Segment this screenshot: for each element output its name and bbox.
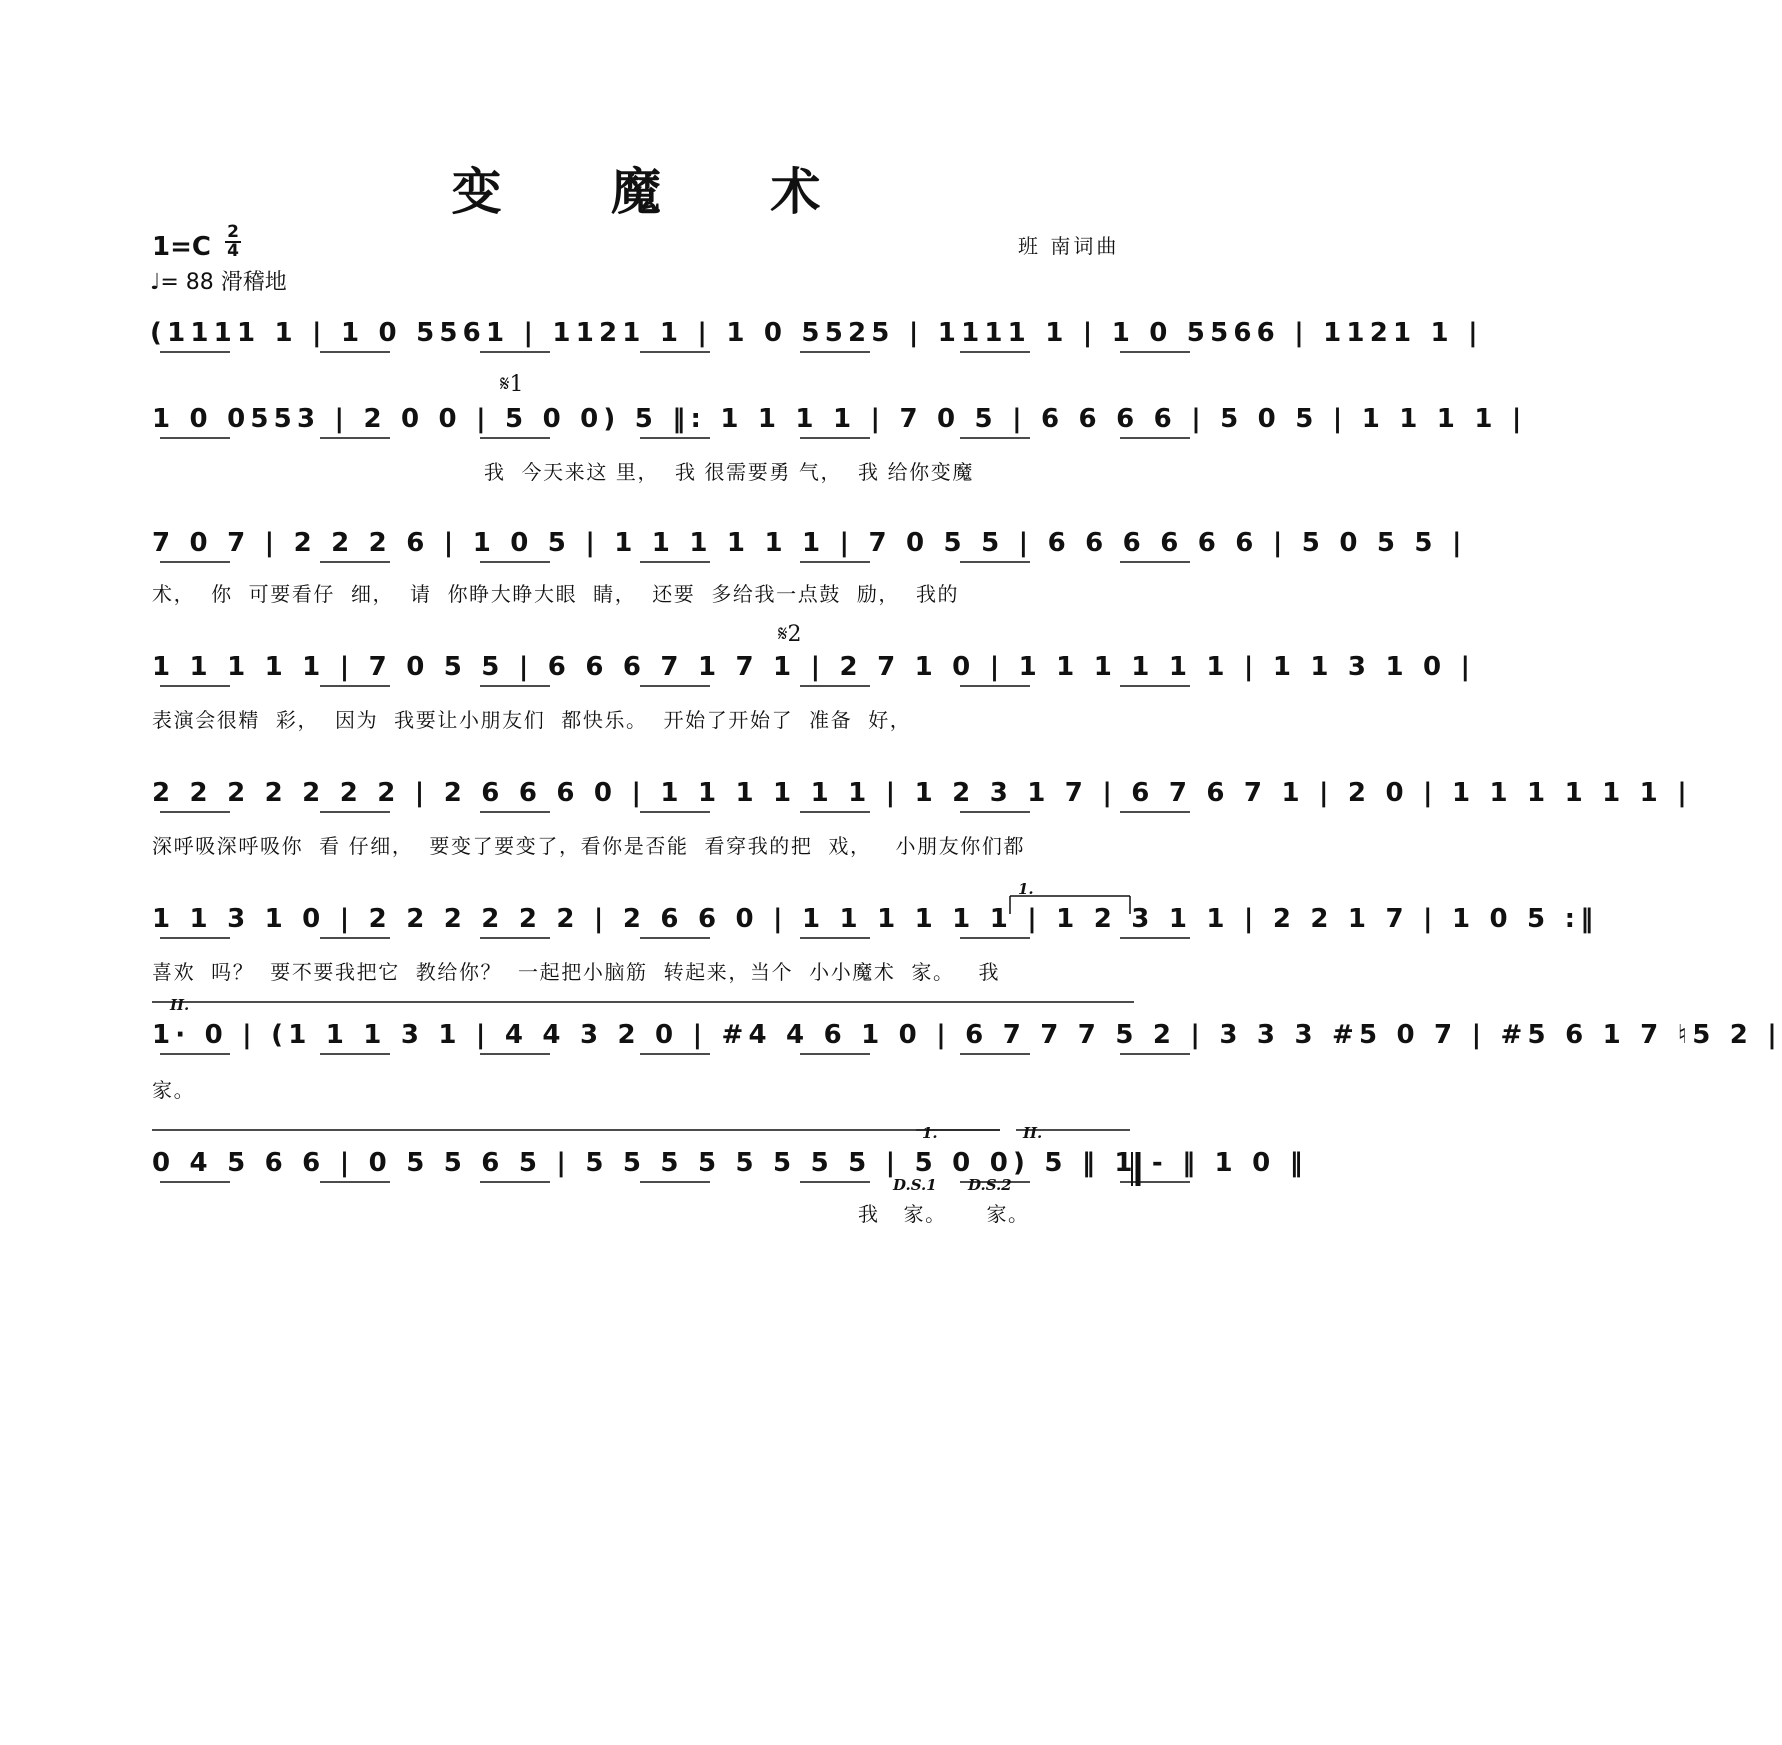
- notation-line-6: 1 1 3 1 0 | 2 2 2 2 2 2 | 2 6 6 0 | 1 1 1 1 1 1 | 1 2 3 1 1 | 2 2 1 7 | 1 0 5 :‖: [152, 904, 1599, 934]
- volta-1-label-ending: 1.: [922, 1124, 938, 1142]
- notation-line-8: 0 4 5 6 6 | 0 5 5 6 5 | 5 5 5 5 5 5 5 5 | 5 0 0) 5 ‖ 1 - ‖ 1 0 ‖: [152, 1148, 1308, 1178]
- notation-line-5: 2 2 2 2 2 2 2 | 2 6 6 6 0 | 1 1 1 1 1 1 | 1 2 3 1 7 | 6 7 6 7 1 | 2 0 | 1 1 1 1 1 1 |: [152, 778, 1692, 808]
- tempo-marking: ♩= 88 滑稽地: [150, 270, 287, 295]
- song-title: 变 魔 术: [451, 163, 867, 221]
- lyrics-line-5: 深呼吸深呼吸你 看 仔细， 要变了要变了，看你是否能 看穿我的把 戏， 小朋友你们都: [152, 834, 1026, 858]
- segno-1-marking: 𝄋1: [500, 372, 524, 397]
- notation-line-2: 1 0 0553 | 2 0 0 | 5 0 0) 5 ‖: 1 1 1 1 | 7 0 5 | 6 6 6 6 | 5 0 5 | 1 1 1 1 |: [152, 404, 1527, 434]
- lyrics-line-3: 术， 你 可要看仔 细， 请 你睁大睁大眼 睛， 还要 多给我一点鼓 励， 我的: [152, 582, 960, 606]
- notation-line-7: 1· 0 | (1 1 1 3 1 | 4 4 3 2 0 | #4 4 6 1 0 | 6 7 7 7 5 2 | 3 3 3 #5 0 7 | #5 6 1 7 ♮5 2 |: [152, 1020, 1782, 1050]
- lyrics-line-2: 我 今天来这 里， 我 很需要勇 气， 我 给你变魔: [484, 460, 974, 484]
- segno-2-marking: 𝄋2: [778, 622, 802, 647]
- volta-1-label: 1.: [1018, 880, 1034, 898]
- time-signature-upper: 2: [227, 222, 239, 242]
- lyrics-line-8: 我 家。 家。: [858, 1202, 1030, 1226]
- time-signature: [225, 224, 241, 260]
- volta-2-label-ending: II.: [1023, 1124, 1043, 1142]
- notation-line-4: 1 1 1 1 1 | 7 0 5 5 | 6 6 6 7 1 7 1 | 2 7 1 0 | 1 1 1 1 1 1 | 1 1 3 1 0 |: [152, 652, 1476, 682]
- key-signature: 1=C: [152, 232, 211, 262]
- composer-credit: 班 南词曲: [1018, 234, 1120, 258]
- lyrics-line-4: 表演会很精 彩， 因为 我要让小朋友们 都快乐。 开始了开始了 准备 好，: [152, 708, 912, 732]
- lyrics-line-6: 喜欢 吗？ 要不要我把它 教给你？ 一起把小脑筋 转起来，当个 小小魔术 家。 我: [152, 960, 1001, 984]
- notation-line-1: (1111 1 | 1 0 5561 | 1121 1 | 1 0 5525 | 1111 1 | 1 0 5566 | 1121 1 |: [150, 318, 1483, 348]
- notation-line-3: 7 0 7 | 2 2 2 6 | 1 0 5 | 1 1 1 1 1 1 | 7 0 5 5 | 6 6 6 6 6 6 | 5 0 5 5 |: [152, 528, 1467, 558]
- lyrics-line-7: 家。: [152, 1078, 196, 1102]
- time-signature-lower: 4: [225, 241, 241, 260]
- volta-2-label: II.: [170, 996, 190, 1014]
- ds1-marking: D.S.1: [893, 1176, 937, 1194]
- ds2-marking: D.S.2: [968, 1176, 1012, 1194]
